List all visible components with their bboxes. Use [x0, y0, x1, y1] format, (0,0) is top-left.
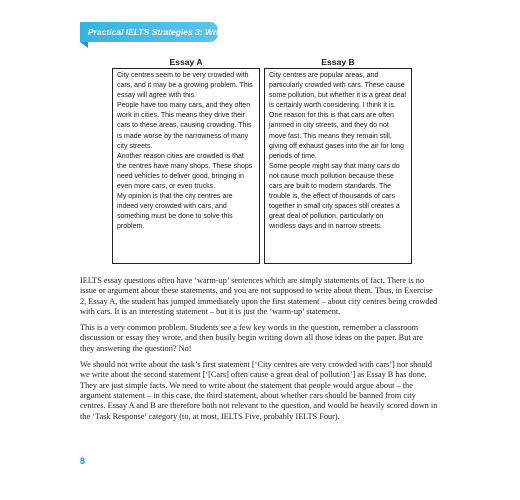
essay-a-title: Essay A — [169, 57, 203, 67]
essay-a-paragraph: Another reason cities are crowded is that the centres have many shops. These shops need vehicles to deliver good, bringing in even more cars, or even trucks. — [117, 152, 253, 191]
body-paragraph: We should not write about the task’s first statement [‘City centres are very crowded with cars’] nor should we write about the second statement [‘[Cars] often cause a great deal of pollution’] as Essay B has done. They are just simple facts. We need to write about the statement that people would argue about – the argument statement – in this case, the third statement, about whether cars should be banned from city centres. Essay A and B are therefore both not relevant to the question, and would be heavily scored down in the ‘Task Response’ category (to, at most, IELTS Five, probably IELTS Four). — [80, 360, 438, 421]
essay-b-paragraph: Some people might say that many cars do not cause much pollution because these cars are built to modern standards. The trouble is, the effect of thousands of cars together in small city spaces still creates a great deal of pollution, particularly on windless days and in narrow streets. — [269, 162, 400, 231]
essay-b-paragraph: City centres are popular areas, and particularly crowded with cars. These cause some pollution, but whether it is a great deal is certainly worth considering. I think it is. — [269, 72, 406, 110]
header-banner — [80, 22, 235, 42]
page-number: 8 — [80, 456, 86, 466]
body-text — [80, 276, 438, 428]
header-banner-text: Practical IELTS Strategies 3: Writing — [88, 27, 235, 37]
essay-b-title: Essay B — [321, 57, 355, 67]
essay-a-box — [112, 68, 260, 264]
essay-b-paragraph: One reason for this is that cars are often jammed in city streets, and they do not move fast. This means they remain still, giving off exhaust gases into the air for long periods of time. — [269, 112, 404, 160]
essay-a-paragraph: My opinion is that the city centres are indeed very crowded with cars, and something must be done to solve this problem. — [117, 193, 233, 231]
essay-a-paragraph: People have too many cars, and they often work in cities. This means they drive their cars to these areas, causing crowding. This is made worse by the narrowness of many city streets. — [117, 102, 252, 150]
body-paragraph: IELTS essay questions often have ‘warm-up’ sentences which are simply statements of fact. There is no issue or argument about these statements, and you are not supposed to write about them. Thus, in Exercise 2, Essay A, the student has jumped immediately upon the first statement – about city centres being crowded with cars. It is an interesting statement – but it is just the ‘warm-up’ statement. — [80, 276, 438, 316]
essay-a-paragraph: City centres seem to be very crowded with cars, and it may be a growing problem. This essay will agree with this. — [117, 72, 253, 100]
body-paragraph: This is a very common problem. Students see a few key words in the question, remember a classroom discussion or essay they wrote, and then busily begin writing down all those ideas on the paper. But are they answering the question? No! — [80, 323, 423, 353]
essay-b-box — [264, 68, 412, 264]
essay-a-column — [112, 56, 260, 264]
essay-b-column — [264, 56, 412, 264]
